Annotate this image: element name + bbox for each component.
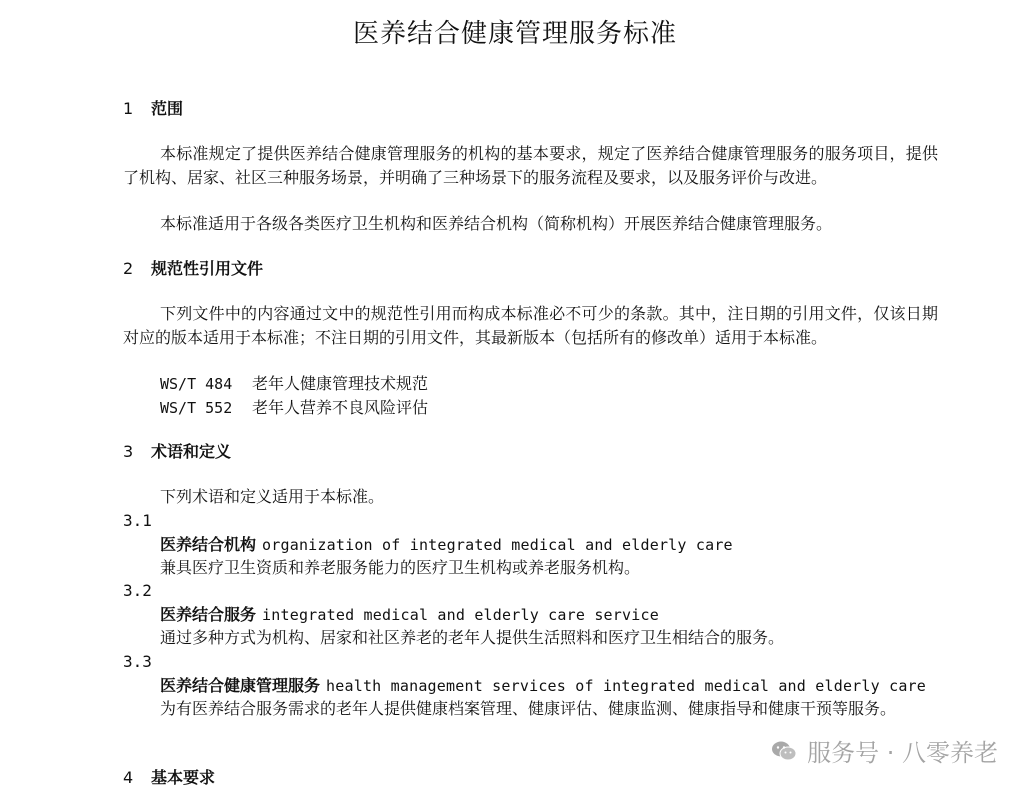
document-title: 医养结合健康管理服务标准 [352,19,677,49]
section-title: 术语和定义 [151,442,232,461]
section-heading-references [123,258,263,280]
term-definition: 兼具医疗卫生资质和养老服务能力的医疗卫生机构或养老服务机构。 [160,558,641,577]
term-heading [160,604,659,626]
term-number: 3.1 [123,511,152,530]
term-heading [160,675,926,697]
terms-intro-paragraph: 下列术语和定义适用于本标准。 [160,487,385,506]
section-number: 1 [123,99,134,118]
section-number: 3 [123,442,134,461]
reference-item [160,372,428,396]
references-intro-paragraph: 下列文件中的内容通过文中的规范性引用而构成本标准必不可少的条款。其中，注日期的引用文件，仅该日期对应的版本适用于本标准；不注日期的引用文件，其最新版本（包括所有的修改单）适用于本标准。 [123,304,938,347]
term-number: 3.2 [123,581,152,600]
term-name-en: health management services of integrated medical and elderly care [326,677,927,695]
reference-name: 老年人健康管理技术规范 [252,374,429,393]
reference-code: WS/T 484 [160,375,233,393]
reference-code: WS/T 552 [160,399,233,417]
term-name-zh: 医养结合机构 [160,535,257,554]
term-name-en: integrated medical and elderly care service [262,606,659,624]
wechat-icon [771,740,797,762]
term-definition: 通过多种方式为机构、居家和社区养老的老年人提供生活照料和医疗卫生相结合的服务。 [160,628,785,647]
section-number: 4 [123,768,134,787]
reference-name: 老年人营养不良风险评估 [252,398,429,417]
section-heading-basic-requirements [123,767,215,789]
section-title: 范围 [151,99,184,118]
scope-paragraph-2: 本标准适用于各级各类医疗卫生机构和医养结合机构（简称机构）开展医养结合健康管理服务。 [160,214,833,233]
term-number: 3.3 [123,652,152,671]
section-title: 规范性引用文件 [151,259,264,278]
section-number: 2 [123,259,134,278]
term-definition: 为有医养结合服务需求的老年人提供健康档案管理、健康评估、健康监测、健康指导和健康干预等服务。 [160,699,897,718]
reference-item [160,396,428,420]
term-name-zh: 医养结合服务 [160,605,257,624]
section-heading-terms [123,441,231,463]
section-heading-scope [123,98,183,120]
section-title: 基本要求 [151,768,216,787]
watermark [771,733,998,768]
term-heading [160,534,733,556]
watermark-text: 服务号 · 八零养老 [807,739,998,767]
scope-paragraph-1: 本标准规定了提供医养结合健康管理服务的机构的基本要求，规定了医养结合健康管理服务的服务项目，提供了机构、居家、社区三种服务场景，并明确了三种场景下的服务流程及要求，以及服务评价与改进。 [123,144,938,187]
term-name-en: organization of integrated medical and elderly care [262,536,733,554]
term-name-zh: 医养结合健康管理服务 [160,676,321,695]
